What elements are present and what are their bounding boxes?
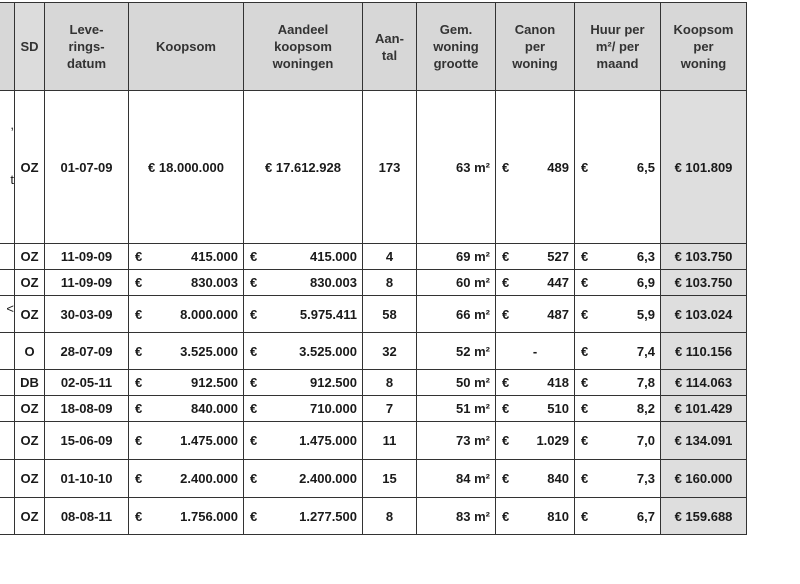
header-row xyxy=(0,3,747,91)
cell-aantal: 15 xyxy=(363,460,417,498)
cell-datum: 08-08-11 xyxy=(45,498,129,535)
cell-grootte: 63 m² xyxy=(417,91,496,244)
header-koopsom-per-woning: Koopsom per woning xyxy=(661,3,747,91)
cell-per-woning: € 101.809 xyxy=(661,91,747,244)
cell-aantal: 7 xyxy=(363,396,417,422)
cell-huur: € 5,9 xyxy=(575,296,661,333)
cell-aandeel: € 1.277.500 xyxy=(244,498,363,535)
cell-huur: € 7,8 xyxy=(575,370,661,396)
cell-grootte: 84 m² xyxy=(417,460,496,498)
cell-aantal: 8 xyxy=(363,498,417,535)
table-row xyxy=(0,498,747,535)
cell-canon: € 418 xyxy=(496,370,575,396)
header-woning-grootte: Gem. woning grootte xyxy=(417,3,496,91)
cell-sd: O xyxy=(15,333,45,370)
cell-huur: € 6,3 xyxy=(575,244,661,270)
cell-grootte: 60 m² xyxy=(417,270,496,296)
cell-grootte: 83 m² xyxy=(417,498,496,535)
cell-per-woning: € 114.063 xyxy=(661,370,747,396)
cell-datum: 28-07-09 xyxy=(45,333,129,370)
cell-huur: € 6,7 xyxy=(575,498,661,535)
cell-sd: OZ xyxy=(15,296,45,333)
cell-aandeel: € 912.500 xyxy=(244,370,363,396)
edge-cell xyxy=(0,244,15,270)
cell-canon: € 447 xyxy=(496,270,575,296)
header-huur: Huur per m²/ per maand xyxy=(575,3,661,91)
cell-grootte: 52 m² xyxy=(417,333,496,370)
cell-koopsom: € 8.000.000 xyxy=(129,296,244,333)
edge-cell xyxy=(0,498,15,535)
cell-per-woning: € 160.000 xyxy=(661,460,747,498)
cell-aandeel: € 710.000 xyxy=(244,396,363,422)
woningen-table xyxy=(0,2,747,535)
cell-sd: OZ xyxy=(15,422,45,460)
cell-datum: 01-07-09 xyxy=(45,91,129,244)
cell-grootte: 66 m² xyxy=(417,296,496,333)
cell-datum: 11-09-09 xyxy=(45,244,129,270)
cell-sd: OZ xyxy=(15,244,45,270)
cell-koopsom: € 18.000.000 xyxy=(129,91,244,244)
header-aandeel-koopsom: Aandeel koopsom woningen xyxy=(244,3,363,91)
cell-per-woning: € 110.156 xyxy=(661,333,747,370)
cell-koopsom: € 830.003 xyxy=(129,270,244,296)
cell-aandeel: € 5.975.411 xyxy=(244,296,363,333)
header-sd: SD xyxy=(15,3,45,91)
edge-cell xyxy=(0,396,15,422)
cell-huur: € 8,2 xyxy=(575,396,661,422)
cell-aantal: 8 xyxy=(363,370,417,396)
cell-koopsom: € 912.500 xyxy=(129,370,244,396)
cell-huur: € 6,9 xyxy=(575,270,661,296)
cell-koopsom: € 1.756.000 xyxy=(129,498,244,535)
edge-header xyxy=(0,3,15,91)
table-row xyxy=(0,91,747,244)
cell-koopsom: € 1.475.000 xyxy=(129,422,244,460)
edge-cell xyxy=(0,460,15,498)
header-aantal: Aan- tal xyxy=(363,3,417,91)
cell-per-woning: € 103.024 xyxy=(661,296,747,333)
cell-canon: € 527 xyxy=(496,244,575,270)
edge-cell xyxy=(0,333,15,370)
table-row xyxy=(0,270,747,296)
cell-koopsom: € 415.000 xyxy=(129,244,244,270)
table-row xyxy=(0,422,747,460)
cell-datum: 11-09-09 xyxy=(45,270,129,296)
cell-aandeel: € 830.003 xyxy=(244,270,363,296)
edge-cell xyxy=(0,422,15,460)
cell-aantal: 32 xyxy=(363,333,417,370)
header-koopsom: Koopsom xyxy=(129,3,244,91)
cell-sd: OZ xyxy=(15,460,45,498)
cell-sd: OZ xyxy=(15,91,45,244)
cell-datum: 01-10-10 xyxy=(45,460,129,498)
cell-huur: € 7,0 xyxy=(575,422,661,460)
table-row xyxy=(0,460,747,498)
cell-canon: € 489 xyxy=(496,91,575,244)
cell-datum: 02-05-11 xyxy=(45,370,129,396)
table-row xyxy=(0,396,747,422)
cell-aandeel: € 415.000 xyxy=(244,244,363,270)
cell-per-woning: € 159.688 xyxy=(661,498,747,535)
cell-datum: 18-08-09 xyxy=(45,396,129,422)
cell-sd: OZ xyxy=(15,270,45,296)
cell-canon: € 510 xyxy=(496,396,575,422)
header-leveringsdatum: Leve- rings- datum xyxy=(45,3,129,91)
cell-canon: - xyxy=(496,333,575,370)
edge-cell: , t xyxy=(0,91,15,244)
cell-grootte: 69 m² xyxy=(417,244,496,270)
cell-sd: OZ xyxy=(15,498,45,535)
edge-cell: < xyxy=(0,296,15,333)
edge-cell xyxy=(0,370,15,396)
cell-aandeel: € 3.525.000 xyxy=(244,333,363,370)
table-row xyxy=(0,333,747,370)
table-row xyxy=(0,296,747,333)
cell-aantal: 11 xyxy=(363,422,417,460)
cell-aantal: 58 xyxy=(363,296,417,333)
cell-sd: DB xyxy=(15,370,45,396)
cell-per-woning: € 101.429 xyxy=(661,396,747,422)
cell-datum: 15-06-09 xyxy=(45,422,129,460)
cell-huur: € 6,5 xyxy=(575,91,661,244)
header-canon: Canon per woning xyxy=(496,3,575,91)
table-row xyxy=(0,370,747,396)
cell-aantal: 173 xyxy=(363,91,417,244)
cell-huur: € 7,4 xyxy=(575,333,661,370)
cell-per-woning: € 103.750 xyxy=(661,244,747,270)
cell-canon: € 810 xyxy=(496,498,575,535)
cell-aantal: 4 xyxy=(363,244,417,270)
cell-aandeel: € 2.400.000 xyxy=(244,460,363,498)
edge-cell xyxy=(0,270,15,296)
cell-canon: € 1.029 xyxy=(496,422,575,460)
cell-koopsom: € 2.400.000 xyxy=(129,460,244,498)
cell-grootte: 51 m² xyxy=(417,396,496,422)
cell-grootte: 73 m² xyxy=(417,422,496,460)
cell-per-woning: € 103.750 xyxy=(661,270,747,296)
cell-datum: 30-03-09 xyxy=(45,296,129,333)
cell-grootte: 50 m² xyxy=(417,370,496,396)
cell-koopsom: € 3.525.000 xyxy=(129,333,244,370)
cell-canon: € 840 xyxy=(496,460,575,498)
cell-aantal: 8 xyxy=(363,270,417,296)
cell-canon: € 487 xyxy=(496,296,575,333)
cell-koopsom: € 840.000 xyxy=(129,396,244,422)
cell-huur: € 7,3 xyxy=(575,460,661,498)
cell-per-woning: € 134.091 xyxy=(661,422,747,460)
table-row xyxy=(0,244,747,270)
cell-sd: OZ xyxy=(15,396,45,422)
cell-aandeel: € 1.475.000 xyxy=(244,422,363,460)
cell-aandeel: € 17.612.928 xyxy=(244,91,363,244)
